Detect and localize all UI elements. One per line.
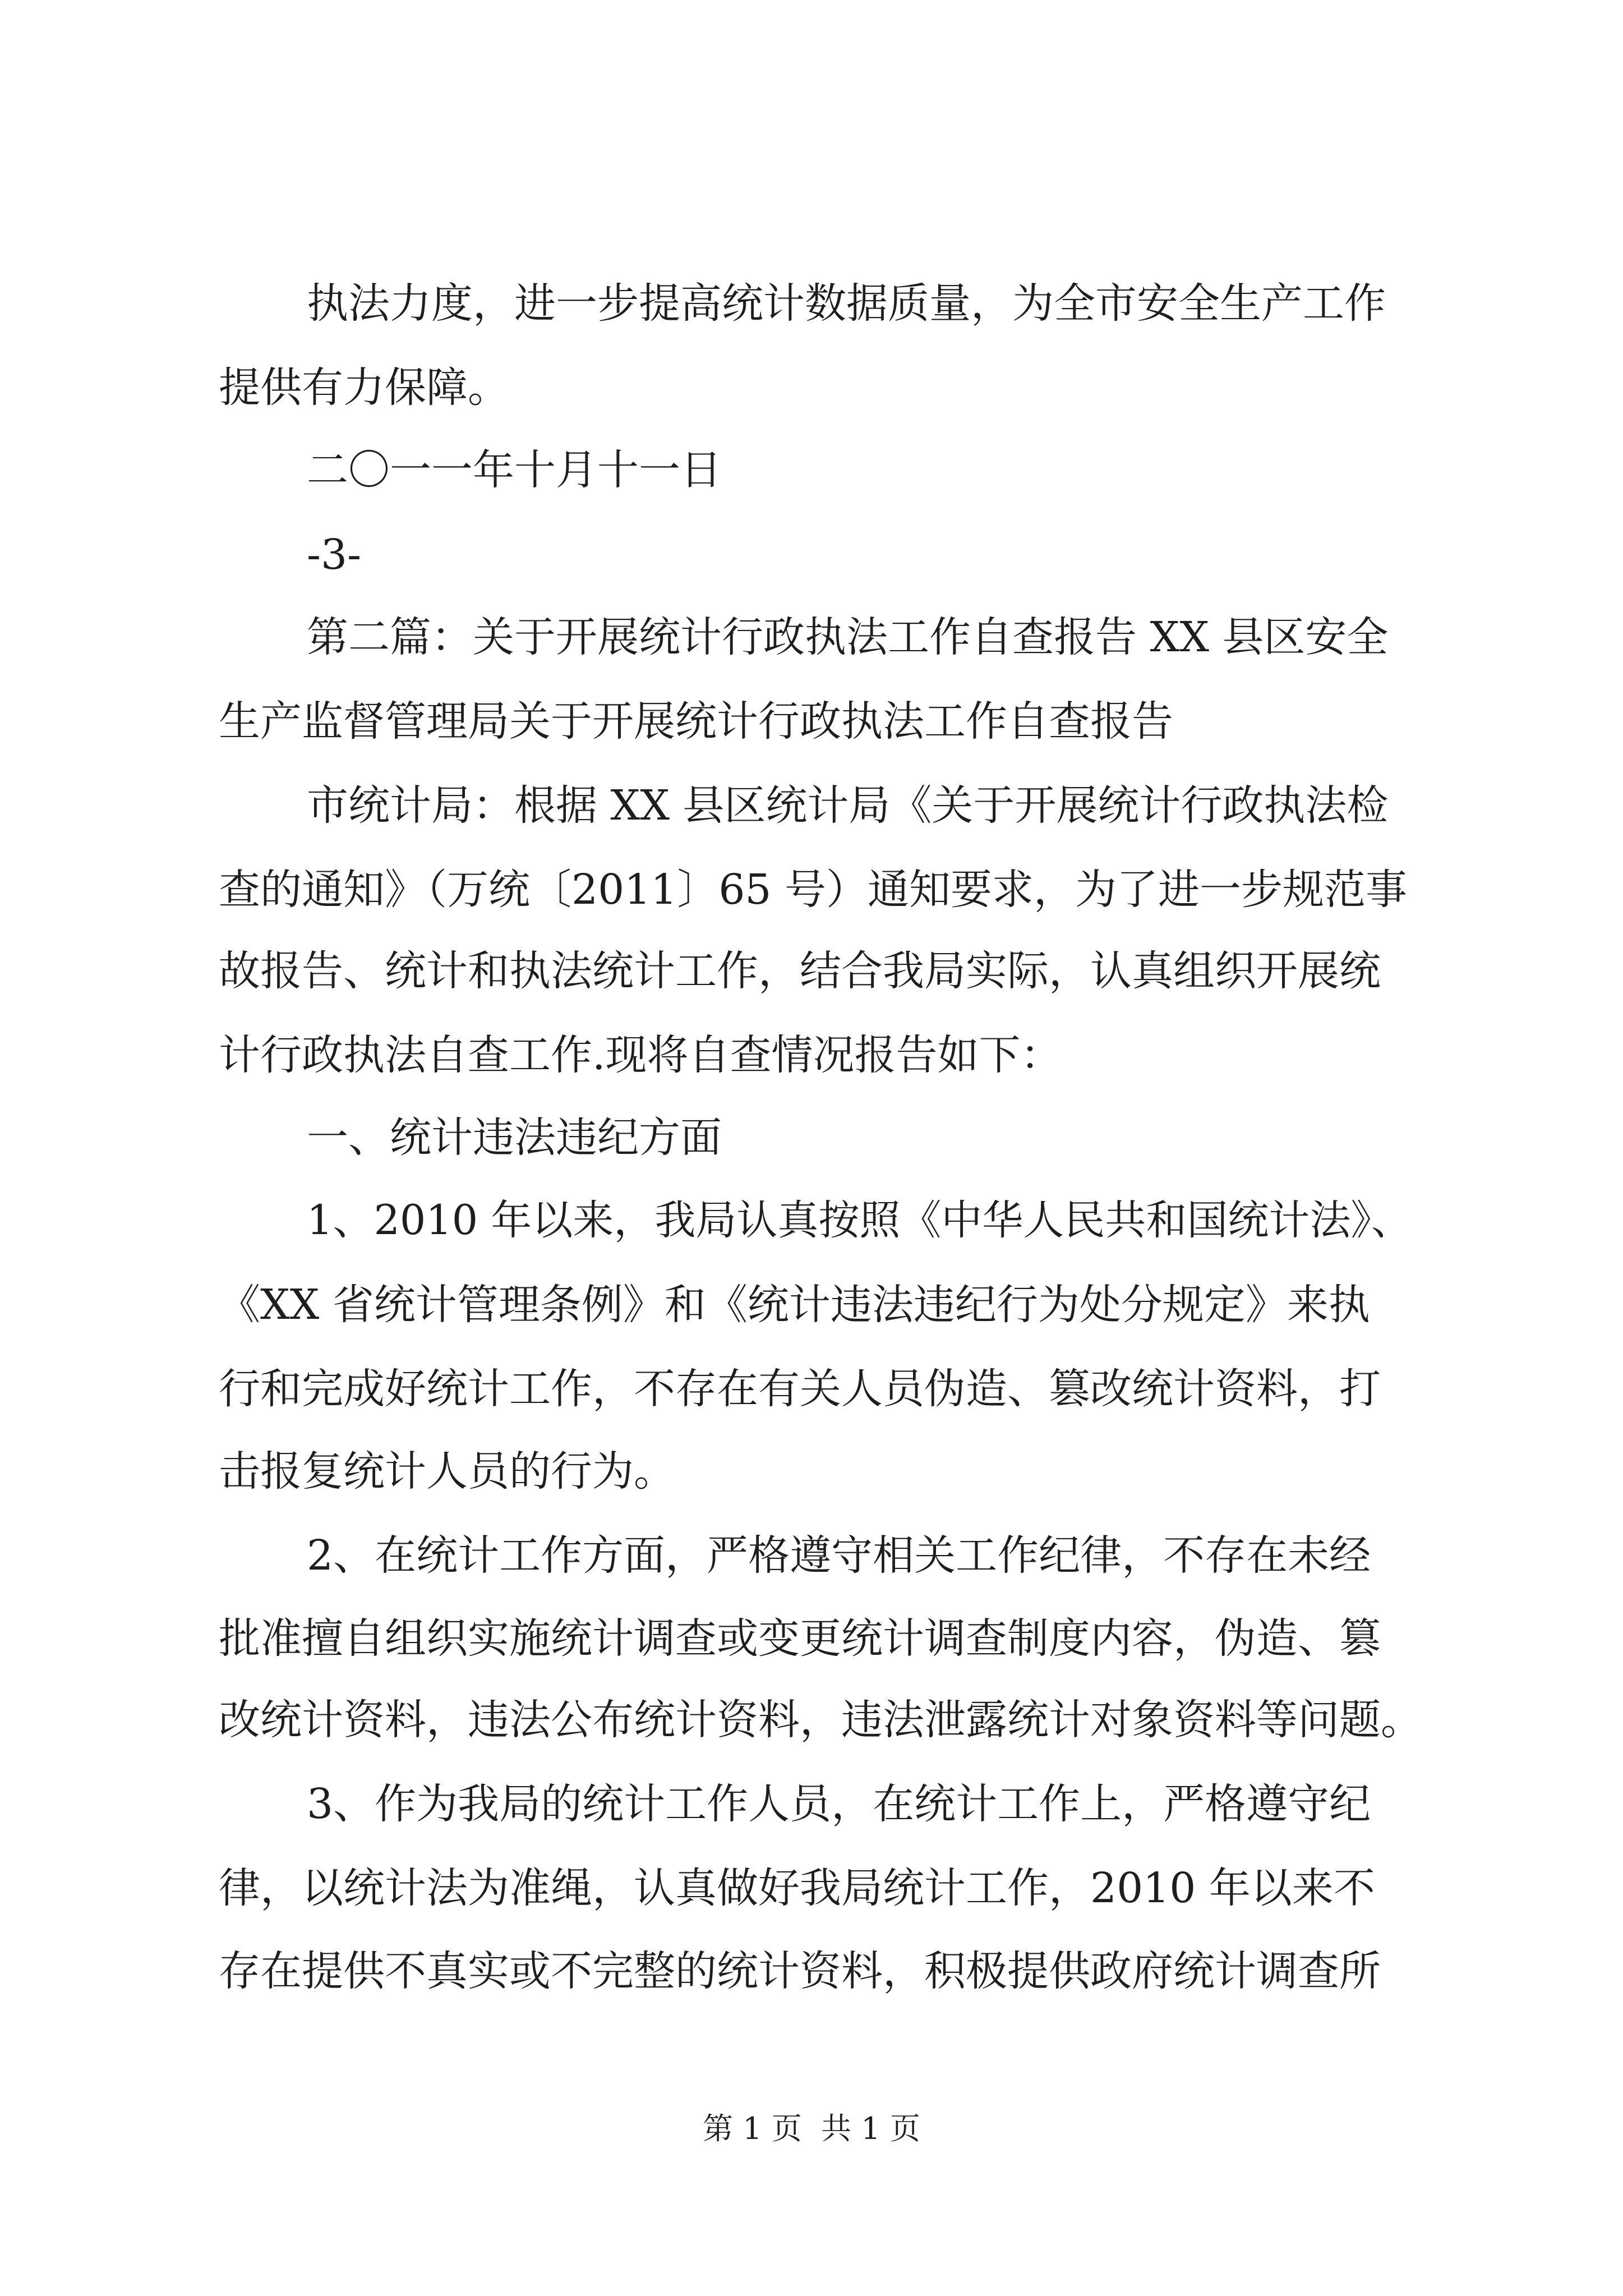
body-text-line: 击报复统计人员的行为。	[219, 1447, 675, 1496]
section-title-line: 生产监督管理局关于开展统计行政执法工作自查报告	[219, 697, 1173, 746]
body-text-line: 查的通知》（万统〔2011〕65 号）通知要求，为了进一步规范事	[219, 866, 1408, 914]
body-text-line: 市统计局：根据 XX 县区统计局《关于开展统计行政执法检	[307, 781, 1389, 830]
body-text-line: 执法力度，进一步提高统计数据质量，为全市安全生产工作	[307, 279, 1386, 328]
body-text-line: 1、2010 年以来，我局认真按照《中华人民共和国统计法》、	[307, 1197, 1412, 1244]
date-line: 二〇一一年十月十一日	[307, 446, 722, 494]
page-number-marker: -3-	[307, 531, 362, 579]
section-title-line: 第二篇：关于开展统计行政执法工作自查报告 XX 县区安全	[307, 613, 1389, 661]
body-text-line: 3、作为我局的统计工作人员，在统计工作上，严格遵守纪	[307, 1780, 1371, 1828]
page-footer: 第 1 页 共 1 页	[703, 2111, 920, 2146]
body-text-line: 故报告、统计和执法统计工作，结合我局实际，认真组织开展统	[219, 947, 1381, 995]
body-text-line: 《XX 省统计管理条例》和《统计违法违纪行为处分规定》来执	[219, 1281, 1370, 1329]
body-text-line: 计行政执法自查工作.现将自查情况报告如下：	[219, 1031, 1062, 1079]
body-text-line: 行和完成好统计工作，不存在有关人员伪造、篡改统计资料，打	[219, 1365, 1381, 1413]
subheading-line: 一、统计违法违纪方面	[307, 1114, 722, 1162]
body-text-line: 2、在统计工作方面，严格遵守相关工作纪律，不存在未经	[307, 1531, 1371, 1580]
body-text-line: 改统计资料，违法公布统计资料，违法泄露统计对象资料等问题。	[219, 1696, 1422, 1744]
body-text-line: 存在提供不真实或不完整的统计资料，积极提供政府统计调查所	[219, 1947, 1381, 1995]
body-text-line: 提供有力保障。	[219, 364, 509, 412]
body-text-line: 批准擅自组织实施统计调查或变更统计调查制度内容，伪造、篡	[219, 1614, 1381, 1663]
body-text-line: 律，以统计法为准绳，认真做好我局统计工作，2010 年以来不	[219, 1864, 1375, 1912]
